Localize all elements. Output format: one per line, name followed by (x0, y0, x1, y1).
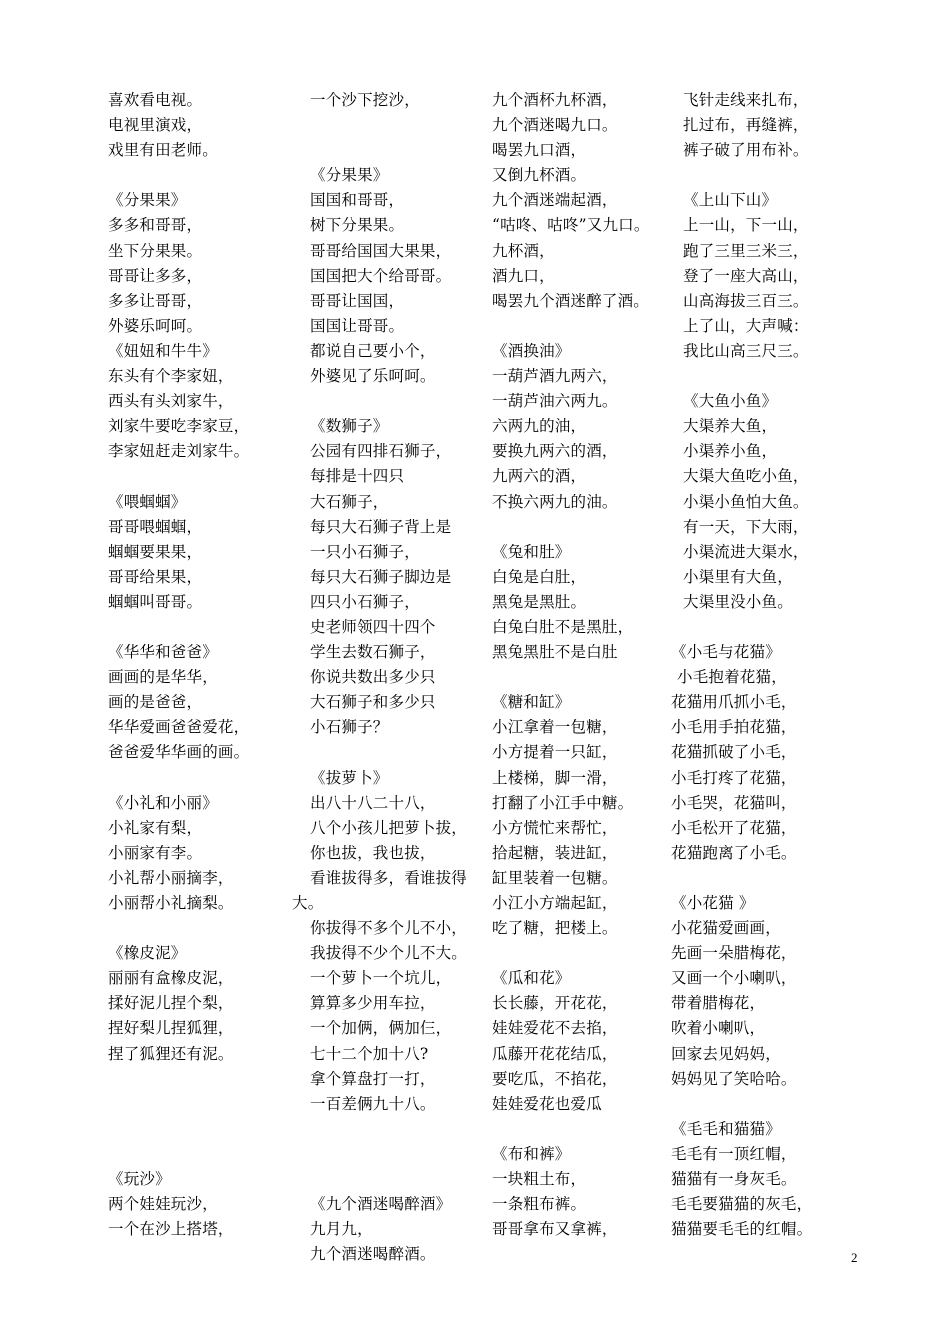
poem-line: 妈妈见了笑哈哈。 (671, 1069, 797, 1088)
poem-line: 大渠养大鱼， (683, 417, 778, 436)
poem-line: 上了山，大声喊： (683, 316, 809, 335)
column-2 (292, 88, 468, 1267)
poem-line: 出八十八二十八， (310, 793, 436, 812)
poem-line: 黑兔黑肚不是白肚 (492, 643, 618, 662)
poem-line: 每只大石狮子脚边是 (310, 567, 452, 586)
poem-title: 《布和裤》 (492, 1144, 571, 1163)
poem-line: 喜欢看电视。 (108, 91, 203, 109)
blank-line (108, 615, 249, 640)
poem-line: 白兔是白肚， (492, 567, 587, 586)
poem-line: 我拔得不少个儿不大。 (310, 944, 468, 963)
page-number: 2 (851, 1250, 858, 1265)
poem-line: 吃了糖，把楼上。 (492, 919, 618, 938)
poem-line: 哥哥让多多， (108, 266, 203, 285)
poem-line: 四只小石狮子， (310, 592, 420, 611)
poem-line: 学生去数石狮子， (310, 643, 436, 662)
column-3 (492, 88, 650, 1242)
poem-line: 六两九的油， (492, 417, 587, 436)
poem-line: 八个小孩儿把萝卜拔， (310, 818, 468, 837)
poem-title: 《毛毛和猫猫》 (671, 1119, 781, 1138)
blank-line (108, 1067, 249, 1092)
poem-line: 电视里演戏， (108, 116, 203, 135)
poem-line: 西头有头刘家牛， (108, 392, 234, 411)
poem-line: 都说自己要小个， (310, 341, 436, 360)
poem-title: 《橡皮泥》 (108, 944, 187, 963)
poem-line: 毛毛要猫猫的灰毛， (671, 1195, 813, 1214)
blank-line (683, 163, 812, 188)
poem-line: 一葫芦酒九两六， (492, 367, 618, 386)
poem-title: 《华华和爸爸》 (108, 643, 218, 662)
poem-line: “咕咚、咕咚”又九口。 (492, 216, 650, 235)
blank-line (108, 1092, 249, 1117)
poem-title: 《糖和缸》 (492, 693, 571, 712)
poem-line: 小江拿着一包糖， (492, 718, 618, 737)
poem-line: 两个娃娃玩沙， (108, 1195, 218, 1214)
poem-line: 酒九口， (492, 266, 555, 285)
poem-line: 你说共数出多少只 (310, 668, 436, 687)
poem-line: 九个酒迷端起酒， (492, 191, 618, 210)
poem-line: 每排是十四只 (310, 467, 405, 486)
poem-title: 《分果果》 (310, 166, 389, 185)
blank-line (671, 866, 812, 891)
poem-line: 小渠小鱼怕大鱼。 (683, 492, 809, 511)
poem-line: 小毛用手拍花猫， (671, 718, 797, 737)
poem-line: 小渠流进大渠水， (683, 542, 809, 561)
blank-line (492, 941, 650, 966)
poem-line: 拾起糖，装进缸， (492, 843, 618, 862)
poem-title: 《大鱼小鱼》 (683, 392, 778, 411)
poem-line: 蝈蝈叫哥哥。 (108, 592, 203, 611)
poem-line: 我比山高三尺三。 (683, 341, 809, 360)
poem-line: 国国让哥哥。 (310, 316, 405, 335)
poem-title: 《上山下山》 (683, 191, 778, 210)
poem-line: 小花猫爱画画， (671, 919, 781, 938)
poem-line: 算算多少用车拉， (310, 994, 436, 1013)
poem-line: 大渠大鱼吃小鱼， (683, 467, 809, 486)
poem-line: 九个酒杯九杯酒， (492, 91, 618, 109)
blank-line (108, 464, 249, 489)
poem-line: 一块粗土布， (492, 1170, 587, 1189)
poem-line: 不换六两九的油。 (492, 492, 618, 511)
poem-line: 花猫抓破了小毛， (671, 743, 797, 762)
poem-title: 《玩沙》 (108, 1170, 171, 1189)
poem-line: 九两六的酒， (492, 467, 587, 486)
blank-line (671, 1092, 812, 1117)
poem-line: 一葫芦油六两九。 (492, 392, 618, 411)
poem-title: 《小礼和小丽》 (108, 793, 218, 812)
poem-line: 小渠里有大鱼， (683, 567, 793, 586)
poem-line: 又倒九杯酒。 (492, 166, 587, 185)
poem-line: 大渠里没小鱼。 (683, 592, 793, 611)
poem-line: 坐下分果果。 (108, 241, 203, 260)
poem-line: 小渠养小鱼， (683, 442, 778, 461)
poem-line: 猫猫有一身灰毛。 (671, 1170, 797, 1189)
poem-title: 《数狮子》 (310, 417, 389, 436)
poem-line: 哥哥给果果， (108, 567, 203, 586)
poem-line: 喝罢九个酒迷醉了酒。 (492, 291, 650, 310)
poem-line: 哥哥喂蝈蝈， (108, 517, 203, 536)
poem-line: 一百差俩九十八。 (310, 1094, 436, 1113)
poem-line: 一个在沙上搭塔， (108, 1220, 234, 1239)
poem-line: 外婆见了乐呵呵。 (310, 367, 436, 386)
poem-line: 多多让哥哥， (108, 291, 203, 310)
blank-line (492, 1117, 650, 1142)
poem-line: 一条粗布裤。 (492, 1195, 587, 1214)
poem-line: 裤子破了用布补。 (683, 141, 809, 160)
poem-line: 戏里有田老师。 (108, 141, 218, 160)
poem-line: 大石狮子， (310, 492, 389, 511)
poem-line: 小毛松开了花猫， (671, 818, 797, 837)
poem-line: 外婆乐呵呵。 (108, 316, 203, 335)
poem-line: 拿个算盘打一打， (310, 1069, 436, 1088)
poem-line: 丽丽有盒橡皮泥， (108, 969, 234, 988)
poem-line: 小礼家有梨， (108, 818, 203, 837)
poem-line: 哥哥给国国大果果， (310, 241, 452, 260)
poem-line: 哥哥让国国， (310, 291, 405, 310)
poem-line: 你也拔，我也拔， (310, 843, 436, 862)
blank-line (108, 1142, 249, 1167)
poem-line: 大。 (292, 894, 324, 912)
poem-line: 要换九两六的酒， (492, 442, 618, 461)
poem-title: 《小花猫 》 (671, 894, 755, 912)
blank-line (310, 138, 467, 163)
blank-line (108, 766, 249, 791)
poem-line: 多多和哥哥， (108, 216, 203, 235)
poem-line: 白兔白肚不是黑肚， (492, 617, 634, 636)
blank-line (683, 615, 812, 640)
poem-title: 《九个酒迷喝醉酒》 (310, 1195, 452, 1214)
poem-line: 花猫跑离了小毛。 (671, 843, 797, 862)
poem-line: 你拔得不多个儿不小， (310, 919, 468, 938)
poem-line: 跑了三里三米三， (683, 241, 809, 260)
blank-line (310, 113, 467, 138)
poem-line: 登了一座大高山， (683, 266, 809, 285)
poem-line: 公园有四排石狮子， (310, 442, 452, 461)
poem-line: 瓜藤开花花结瓜， (492, 1044, 618, 1063)
poem-line: 花猫用爪抓小毛， (671, 693, 797, 712)
poem-line: 小礼帮小丽摘李， (108, 868, 234, 887)
poem-line: 山高海拔三百三。 (683, 291, 809, 310)
blank-line (492, 314, 650, 339)
blank-line (108, 1117, 249, 1142)
blank-line (108, 916, 249, 941)
poem-line: 小江小方端起缸， (492, 894, 618, 912)
blank-line (683, 364, 812, 389)
poem-line: 史老师领四十四个 (310, 617, 436, 636)
poem-line: 有一天，下大雨， (683, 517, 809, 536)
poem-title: 《瓜和花》 (492, 969, 571, 988)
poem-line: 黑兔是黑肚。 (492, 592, 587, 611)
poem-line: 打翻了小江手中糖。 (492, 793, 634, 812)
poem-line: 小方慌忙来帮忙， (492, 818, 618, 837)
poem-line: 九个酒迷喝醉酒。 (310, 1245, 436, 1264)
blank-line (310, 1142, 467, 1167)
poem-line: 一个沙下挖沙， (310, 91, 420, 109)
poem-line: 缸里装着一包糖。 (492, 868, 618, 887)
poem-line: 猫猫要毛毛的红帽。 (671, 1220, 813, 1239)
poem-line: 小毛抱着花猫， (677, 668, 787, 687)
poem-title: 《酒换油》 (492, 341, 571, 360)
poem-line: 树下分果果。 (310, 216, 405, 235)
poem-line: 小石狮子？ (310, 718, 389, 737)
poem-line: 回家去见妈妈， (671, 1044, 781, 1063)
poem-line: 又画一个小喇叭， (671, 969, 797, 988)
poem-title: 《分果果》 (108, 191, 187, 210)
blank-line (310, 389, 467, 414)
poem-line: 蝈蝈要果果， (108, 542, 203, 561)
poem-line: 长长藤，开花花， (492, 994, 618, 1013)
poem-line: 九个酒迷喝九口。 (492, 116, 618, 135)
poem-line: 喝罢九口酒， (492, 141, 587, 160)
poem-line: 扎过布，再缝裤， (683, 116, 809, 135)
poem-line: 哥哥拿布又拿裤， (492, 1220, 618, 1239)
blank-line (310, 740, 467, 765)
poem-line: 娃娃爱花也爱瓜 (492, 1094, 602, 1113)
poem-line: 画画的是华华， (108, 668, 218, 687)
blank-line (108, 163, 249, 188)
poem-line: 刘家牛要吃李家豆， (108, 417, 250, 436)
poem-line: 一只小石狮子， (310, 542, 420, 561)
poem-line: 揉好泥儿捏个梨， (108, 994, 234, 1013)
poem-line: 每只大石狮子背上是 (310, 517, 452, 536)
column-1 (108, 88, 249, 1242)
poem-line: 九杯酒， (492, 241, 555, 260)
poem-line: 捏了狐狸还有泥。 (108, 1044, 234, 1063)
poem-line: 看谁拔得多，看谁拔得 (310, 868, 468, 887)
blank-line (492, 665, 650, 690)
poem-line: 小丽帮小礼摘梨。 (108, 894, 234, 912)
poem-title: 《妞妞和牛牛》 (108, 341, 218, 360)
poem-line: 九月九， (310, 1220, 373, 1239)
poem-title: 《拔萝卜》 (310, 768, 389, 787)
poem-line: 小方提着一只缸， (492, 743, 618, 762)
blank-line (310, 1167, 467, 1192)
poem-line: 上楼梯，脚一滑， (492, 768, 618, 787)
poem-line: 毛毛有一顶红帽， (671, 1144, 797, 1163)
poem-title: 《小毛与花猫》 (671, 643, 781, 662)
poem-line: 吹着小喇叭， (671, 1019, 766, 1038)
poem-line: 华华爱画爸爸爱花， (108, 718, 250, 737)
poem-line: 上一山，下一山， (683, 216, 809, 235)
poem-line: 国国把大个给哥哥。 (310, 266, 452, 285)
column-4 (671, 88, 812, 1242)
poem-title: 《喂蝈蝈》 (108, 492, 187, 511)
poem-line: 一个加俩，俩加仨， (310, 1019, 452, 1038)
poem-line: 小丽家有李。 (108, 843, 203, 862)
poem-line: 东头有个李家妞， (108, 367, 234, 386)
poem-line: 带着腊梅花， (671, 994, 766, 1013)
poem-line: 画的是爸爸， (108, 693, 203, 712)
poem-title: 《兔和肚》 (492, 542, 571, 561)
blank-line (310, 1117, 467, 1142)
poem-line: 爸爸爱华华画的画。 (108, 743, 250, 762)
poem-line: 一个萝卜一个坑儿， (310, 969, 452, 988)
poem-line: 国国和哥哥， (310, 191, 405, 210)
poem-line: 飞针走线来扎布， (683, 91, 809, 109)
poem-line: 小毛打疼了花猫， (671, 768, 797, 787)
poem-line: 捏好梨儿捏狐狸， (108, 1019, 234, 1038)
poem-line: 要吃瓜，不掐花， (492, 1069, 618, 1088)
poem-line: 李家妞赶走刘家牛。 (108, 442, 250, 461)
blank-line (492, 515, 650, 540)
poem-line: 先画一朵腊梅花， (671, 944, 797, 963)
poem-line: 小毛哭，花猫叫， (671, 793, 797, 812)
poem-line: 娃娃爱花不去掐， (492, 1019, 618, 1038)
poem-line: 七十二个加十八? (310, 1044, 429, 1063)
poem-line: 大石狮子和多少只 (310, 693, 436, 712)
